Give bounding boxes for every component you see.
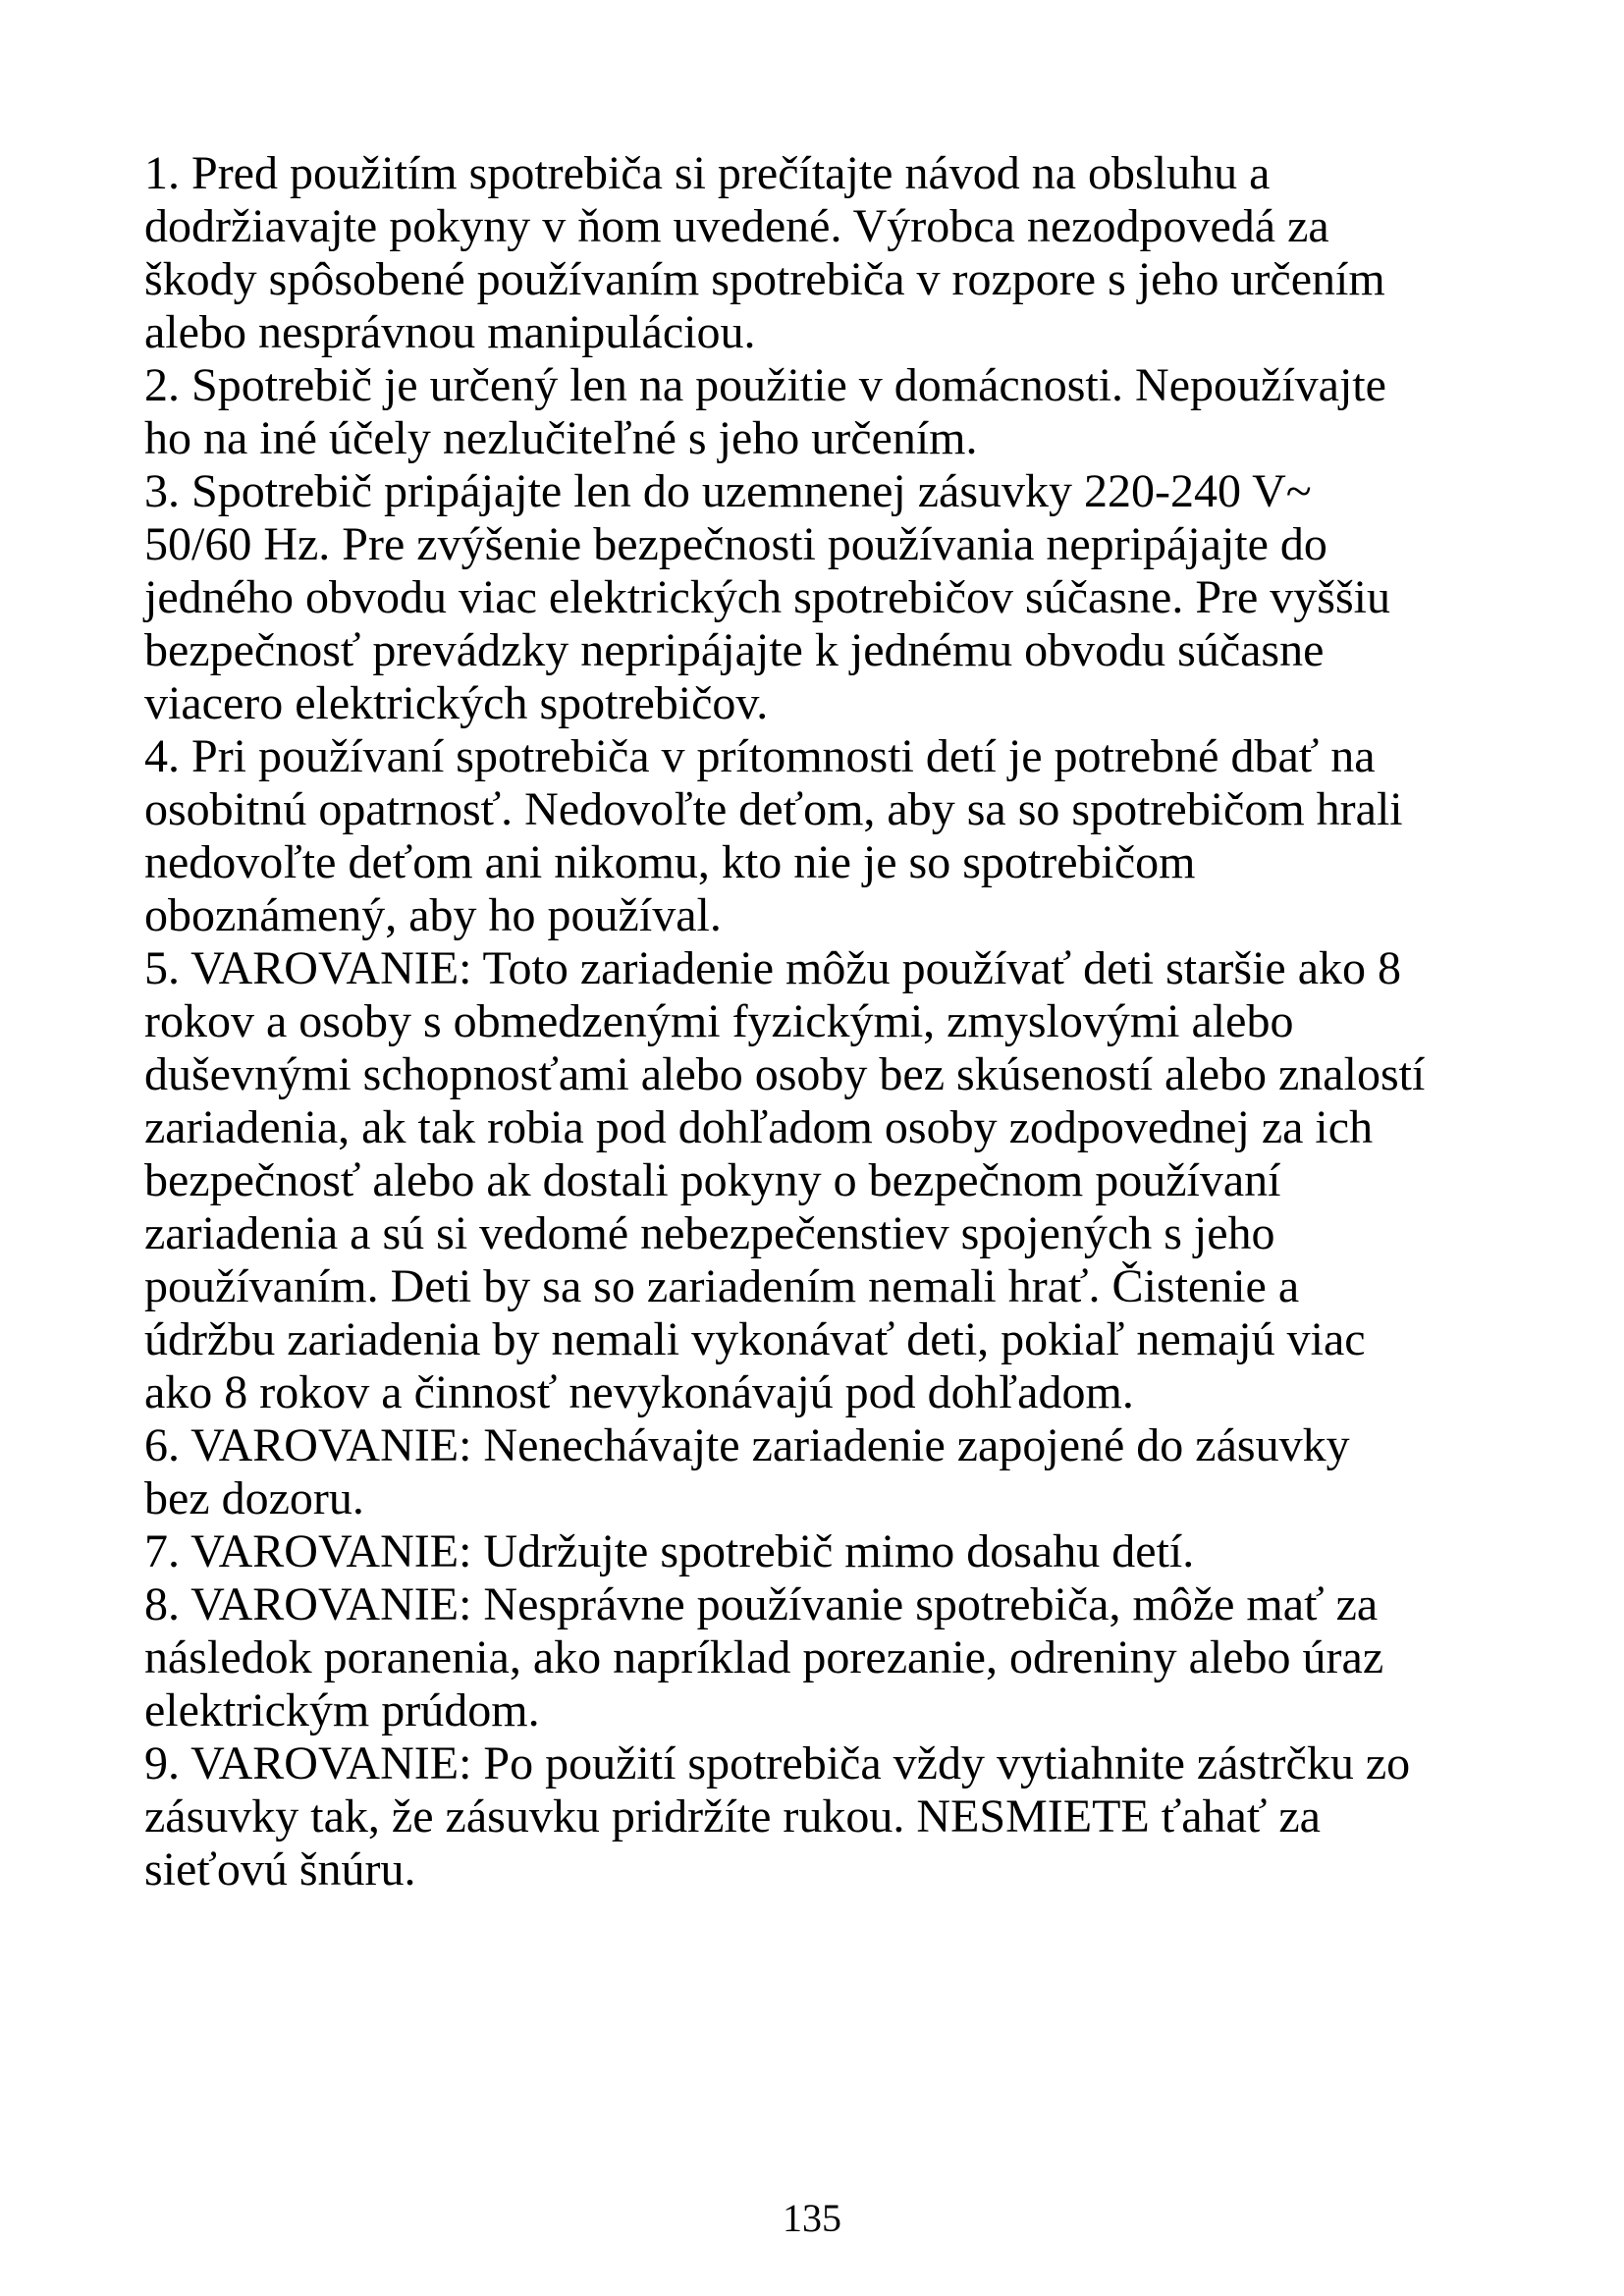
- text-line: jedného obvodu viac elektrických spotrebičov súčasne. Pre vyššiu: [144, 571, 1390, 623]
- instruction-item-5: [144, 942, 1539, 1419]
- instruction-item-6: [144, 1419, 1539, 1525]
- text-line: 9. VAROVANIE: Po použití spotrebiča vždy vytiahnite zástrčku zo: [144, 1737, 1411, 1789]
- text-line: zásuvky tak, že zásuvku pridržíte rukou. NESMIETE ťahať za: [144, 1790, 1321, 1842]
- text-line: 3. Spotrebič pripájajte len do uzemnenej zásuvky 220-240 V~: [144, 465, 1312, 517]
- text-line: používaním. Deti by sa so zariadením nemali hrať. Čistenie a: [144, 1260, 1300, 1312]
- text-line: viacero elektrických spotrebičov.: [144, 677, 769, 729]
- text-line: ako 8 rokov a činnosť nevykonávajú pod dohľadom.: [144, 1366, 1134, 1418]
- text-line: ho na iné účely nezlučiteľné s jeho určením.: [144, 412, 978, 464]
- text-line: alebo nesprávnou manipuláciou.: [144, 306, 756, 358]
- text-line: oboznámený, aby ho používal.: [144, 889, 722, 941]
- instruction-item-9: [144, 1737, 1539, 1896]
- text-line: 4. Pri používaní spotrebiča v prítomnosti detí je potrebné dbať na: [144, 730, 1376, 782]
- text-line: dodržiavajte pokyny v ňom uvedené. Výrobca nezodpovedá za: [144, 200, 1329, 252]
- text-line: 1. Pred použitím spotrebiča si prečítajte návod na obsluhu a: [144, 147, 1271, 199]
- instruction-item-7: [144, 1525, 1539, 1578]
- text-line: sieťovú šnúru.: [144, 1843, 416, 1896]
- text-line: 50/60 Hz. Pre zvýšenie bezpečnosti používania nepripájajte do: [144, 518, 1327, 570]
- instruction-item-2: [144, 359, 1539, 465]
- text-line: údržbu zariadenia by nemali vykonávať deti, pokiaľ nemajú viac: [144, 1313, 1366, 1365]
- instruction-item-3: [144, 465, 1539, 730]
- text-line: bez dozoru.: [144, 1472, 364, 1524]
- text-line: 5. VAROVANIE: Toto zariadenie môžu používať deti staršie ako 8: [144, 942, 1402, 994]
- text-line: rokov a osoby s obmedzenými fyzickými, zmyslovými alebo: [144, 995, 1294, 1047]
- text-line: bezpečnosť alebo ak dostali pokyny o bezpečnom používaní: [144, 1154, 1281, 1206]
- text-line: 7. VAROVANIE: Udržujte spotrebič mimo dosahu detí.: [144, 1525, 1195, 1577]
- text-line: zariadenia, ak tak robia pod dohľadom osoby zodpovednej za ich: [144, 1101, 1374, 1153]
- page-number: 135: [783, 2196, 841, 2240]
- text-line: osobitnú opatrnosť. Nedovoľte deťom, aby sa so spotrebičom hrali: [144, 783, 1403, 835]
- instructions-list: [144, 147, 1539, 1896]
- text-line: 2. Spotrebič je určený len na použitie v domácnosti. Nepoužívajte: [144, 359, 1386, 411]
- text-line: škody spôsobené používaním spotrebiča v rozpore s jeho určením: [144, 253, 1385, 305]
- text-line: zariadenia a sú si vedomé nebezpečenstiev spojených s jeho: [144, 1207, 1275, 1259]
- text-line: elektrickým prúdom.: [144, 1684, 540, 1736]
- instruction-item-1: [144, 147, 1539, 359]
- text-line: duševnými schopnosťami alebo osoby bez skúseností alebo znalostí: [144, 1048, 1426, 1100]
- text-line: 6. VAROVANIE: Nenechávajte zariadenie zapojené do zásuvky: [144, 1419, 1350, 1471]
- text-line: bezpečnosť prevádzky nepripájajte k jednému obvodu súčasne: [144, 624, 1325, 676]
- text-line: následok poranenia, ako napríklad porezanie, odreniny alebo úraz: [144, 1631, 1384, 1683]
- text-line: nedovoľte deťom ani nikomu, kto nie je so spotrebičom: [144, 836, 1196, 888]
- text-line: 8. VAROVANIE: Nesprávne používanie spotrebiča, môže mať za: [144, 1578, 1379, 1630]
- instruction-item-4: [144, 730, 1539, 942]
- instruction-item-8: [144, 1578, 1539, 1737]
